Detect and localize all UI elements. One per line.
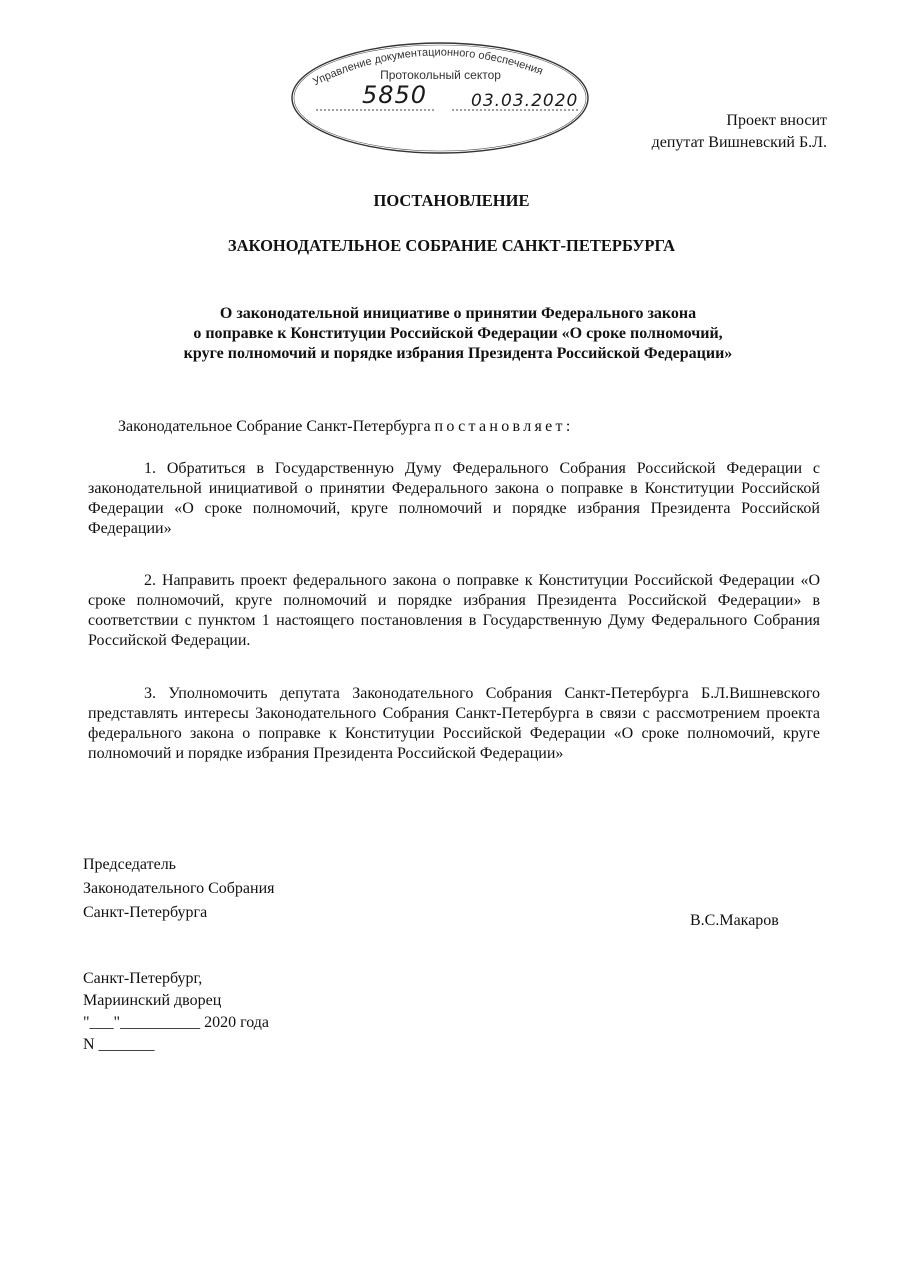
subject-line-1: О законодательной инициативе о принятии Федерального закона [219,305,697,322]
subject-line-3: круге полномочий и порядке избрания Президента Российской Федерации» [183,345,733,362]
signatory-position-1: Председатель [83,856,176,873]
signatory-position-2: Законодательного Собрания [83,880,275,897]
signatory-name: В.С.Макаров [690,912,779,929]
registration-stamp [288,40,593,158]
stamp-number: 5850 [362,81,428,109]
stamp-date: 03.03.2020 [471,91,579,111]
proposer-line-1: Проект вносит [726,112,827,129]
place-city: Санкт-Петербург, [83,970,203,987]
place-building: Мариинский дворец [83,992,222,1009]
proposer-line-2: депутат Вишневский Б.Л. [651,134,827,151]
stamp-office-text: Управление документационного обеспечения [311,46,545,89]
proposer-block [652,110,827,154]
preamble [118,418,574,436]
date-line: "___"__________ 2020 года [83,1014,270,1031]
paragraph-3: 3. Уполномочить депутата Законодательного Собрания Санкт-Петербурга Б.Л.Вишневского представлять интересы Законодательного Собрания Санкт-Петербурга в связи с рассмотрением проекта федерального закона о поправке к Конституции Российской Федерации «О сроке полномочий, круге полномочий и порядке избрания Президента Российской Федерации» [88,685,820,762]
signatory-position-3: Санкт-Петербурга [83,904,208,921]
place-and-date-block [83,968,269,1056]
document-subject [108,304,808,364]
preamble-verb: постановляет: [434,418,574,435]
subject-line-2: о поправке к Конституции Российской Федерации «О сроке полномочий, [193,325,723,342]
paragraph-1: 1. Обратиться в Государственную Думу Федерального Собрания Российской Федерации с законодательной инициативой о принятии Федерального закона о поправке в Конституции Российской Федерации «О сроке полномочий, круге полномочий и порядке избрания Президента Российской Федерации» [88,460,820,537]
signature-block [83,853,275,925]
document-type: ПОСТАНОВЛЕНИЕ [373,191,530,210]
stamp-sector: Протокольный сектор [380,68,501,82]
paragraph-2: 2. Направить проект федерального закона о поправке к Конституции Российской Федерации «О сроке полномочий, круге полномочий и порядке избрания Президента Российской Федерации» в соответствии с пунктом 1 настоящего постановления в Государственную Думу Федерального Собрания Российской Федерации. [88,572,820,649]
preamble-text: Законодательное Собрание Санкт-Петербурга [118,418,431,435]
issuer-title: ЗАКОНОДАТЕЛЬНОЕ СОБРАНИЕ САНКТ-ПЕТЕРБУРГА [227,236,676,255]
number-line: N _______ [83,1036,155,1053]
